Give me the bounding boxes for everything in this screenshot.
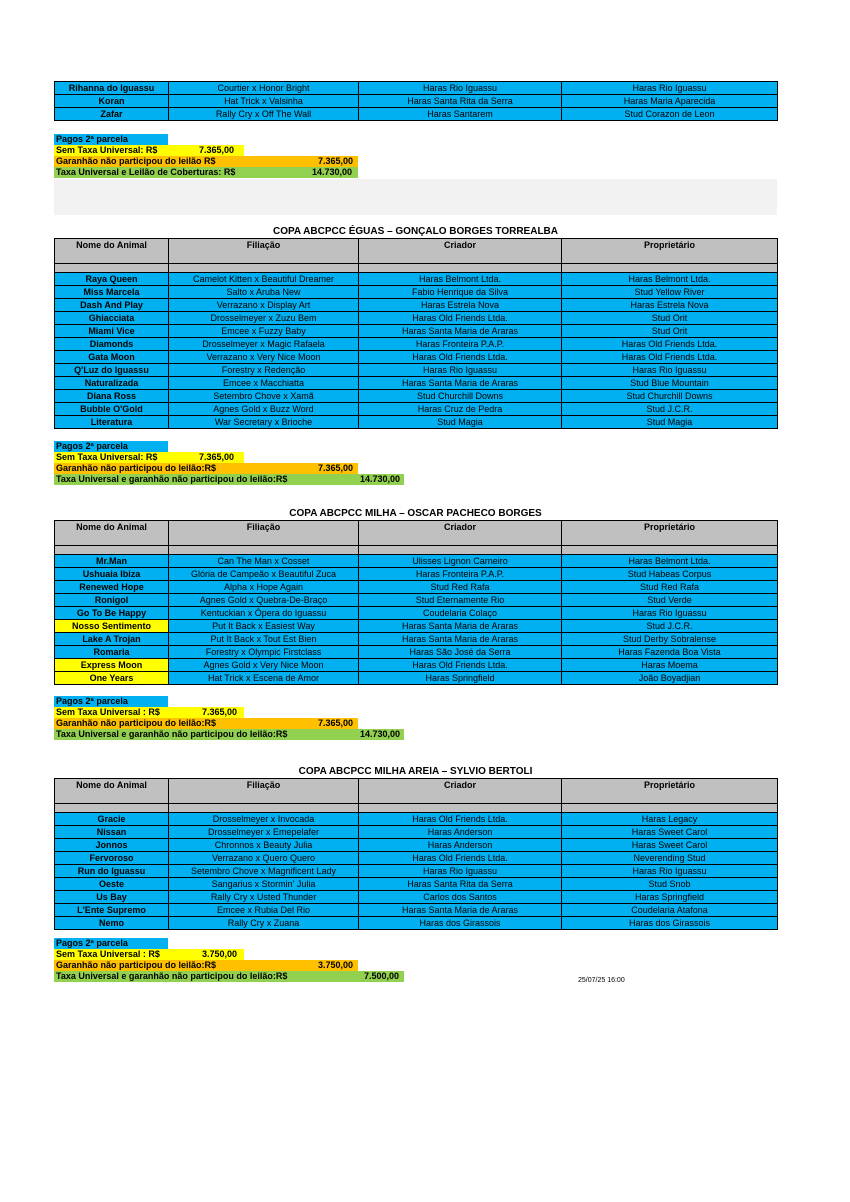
summary-gar-label: Garanhão não participou do leilão R$ <box>56 156 216 166</box>
cell-animal-name: Gata Moon <box>55 351 169 364</box>
cell-proprietario: Haras dos Girassois <box>562 917 778 930</box>
top-table <box>54 81 778 121</box>
cell-criador: Haras Santa Rita da Serra <box>359 95 562 108</box>
cell-criador: Haras Fronteira P.A.P. <box>359 338 562 351</box>
table-row <box>55 403 778 416</box>
table-spacer-row <box>55 546 778 555</box>
cell-criador: Stud Red Rafa <box>359 581 562 594</box>
summary-sem-value: 7.365,00 <box>202 707 238 717</box>
cell-filiacao: Verrazano x Very Nice Moon <box>169 351 359 364</box>
cell-criador: Haras Springfield <box>359 672 562 685</box>
section-table-block <box>54 520 777 685</box>
summary-sem-label: Sem Taxa Universal: R$ <box>56 452 158 462</box>
cell-criador: Carlos dos Santos <box>359 891 562 904</box>
cell-proprietario: Stud Blue Mountain <box>562 377 778 390</box>
summary-tot-row <box>54 167 358 178</box>
table-header-row <box>55 521 778 546</box>
cell-filiacao: Courtier x Honor Bright <box>169 82 359 95</box>
spacer-cell <box>169 264 359 273</box>
cell-filiacao: Glória de Campeão x Beautiful Zuca <box>169 568 359 581</box>
summary-tot-value: 14.730,00 <box>312 167 353 177</box>
section-title: COPA ABCPCC MILHA – OSCAR PACHECO BORGES <box>289 508 542 519</box>
table-row <box>55 659 778 672</box>
cell-animal-name: Nissan <box>55 826 169 839</box>
cell-proprietario: Haras Maria Aparecida <box>562 95 778 108</box>
summary-gar-row <box>54 156 358 167</box>
cell-filiacao: Alpha x Hope Again <box>169 581 359 594</box>
cell-animal-name: Run do Iguassu <box>55 865 169 878</box>
cell-proprietario: Haras Springfield <box>562 891 778 904</box>
cell-filiacao: Emcee x Rubia Del Rio <box>169 904 359 917</box>
summary-sem-row <box>54 145 244 156</box>
header-criador: Criador <box>359 521 562 546</box>
table-row <box>55 672 778 685</box>
summary-tot-row <box>54 729 404 740</box>
table-row <box>55 325 778 338</box>
summary-gar-row <box>54 463 358 474</box>
cell-proprietario: Haras Moema <box>562 659 778 672</box>
cell-proprietario: Haras Legacy <box>562 813 778 826</box>
cell-criador: Haras Old Friends Ltda. <box>359 312 562 325</box>
summary-sem-value: 3.750,00 <box>202 949 238 959</box>
spacer-cell <box>55 804 169 813</box>
summary-tot-label: Taxa Universal e garanhão não participou do leilão:R$ <box>56 971 288 981</box>
cell-proprietario: Haras Sweet Carol <box>562 826 778 839</box>
cell-animal-name: Jonnos <box>55 839 169 852</box>
section-table-block <box>54 778 777 930</box>
cell-filiacao: Drosselmeyer x Invocada <box>169 813 359 826</box>
table-row <box>55 633 778 646</box>
header-proprietario: Proprietário <box>562 239 778 264</box>
cell-filiacao: Verrazano x Quero Quero <box>169 852 359 865</box>
cell-proprietario: Stud Snob <box>562 878 778 891</box>
cell-animal-name: Koran <box>55 95 169 108</box>
table-row <box>55 607 778 620</box>
section-table-block <box>54 238 777 429</box>
cell-proprietario: Haras Belmont Ltda. <box>562 273 778 286</box>
cell-proprietario: Stud Corazon de Leon <box>562 108 778 121</box>
table-row <box>55 286 778 299</box>
cell-filiacao: Sangarius x Stormin' Julia <box>169 878 359 891</box>
cell-proprietario: Stud Orit <box>562 312 778 325</box>
cell-proprietario: Coudelaria Atafona <box>562 904 778 917</box>
table-row <box>55 364 778 377</box>
cell-criador: Haras Santa Rita da Serra <box>359 878 562 891</box>
cell-animal-name: Lake A Trojan <box>55 633 169 646</box>
header-filiacao: Filiação <box>169 521 359 546</box>
section-table <box>54 778 778 930</box>
summary-gar-value: 7.365,00 <box>318 463 354 473</box>
cell-animal-name: Ghiacciata <box>55 312 169 325</box>
table-row <box>55 594 778 607</box>
cell-proprietario: Haras Old Friends Ltda. <box>562 338 778 351</box>
table-row <box>55 312 778 325</box>
cell-animal-name: Raya Queen <box>55 273 169 286</box>
cell-filiacao: Rally Cry x Zuana <box>169 917 359 930</box>
spacer-cell <box>562 264 778 273</box>
cell-criador: Haras Fronteira P.A.P. <box>359 568 562 581</box>
cell-proprietario: Haras Estrela Nova <box>562 299 778 312</box>
spacer-cell <box>562 804 778 813</box>
summary-sem-label: Sem Taxa Universal : R$ <box>56 707 160 717</box>
cell-animal-name: One Years <box>55 672 169 685</box>
cell-criador: Haras Estrela Nova <box>359 299 562 312</box>
summary-gar-value: 7.365,00 <box>318 156 354 166</box>
spacer-cell <box>359 546 562 555</box>
top-table-block <box>54 81 777 121</box>
section-title: COPA ABCPCC MILHA AREIA – SYLVIO BERTOLI <box>298 766 533 777</box>
cell-criador: Coudelaria Colaço <box>359 607 562 620</box>
summary-tot-value: 14.730,00 <box>360 474 401 484</box>
cell-criador: Haras Santa Maria de Araras <box>359 633 562 646</box>
section-summary <box>54 441 404 485</box>
header-criador: Criador <box>359 239 562 264</box>
cell-criador: Haras Santa Maria de Araras <box>359 620 562 633</box>
table-row <box>55 95 778 108</box>
table-row <box>55 852 778 865</box>
cell-proprietario: Stud Red Rafa <box>562 581 778 594</box>
table-row <box>55 891 778 904</box>
cell-proprietario: Haras Rio Iguassu <box>562 607 778 620</box>
cell-proprietario: Haras Sweet Carol <box>562 839 778 852</box>
cell-proprietario: Haras Rio Iguassu <box>562 865 778 878</box>
spacer-cell <box>169 546 359 555</box>
summary-sem-label: Sem Taxa Universal: R$ <box>56 145 158 155</box>
cell-criador: Haras Rio Iguassu <box>359 865 562 878</box>
spacer-cell <box>359 264 562 273</box>
table-row <box>55 904 778 917</box>
cell-filiacao: Can The Man x Cosset <box>169 555 359 568</box>
cell-criador: Haras Belmont Ltda. <box>359 273 562 286</box>
cell-criador: Haras Old Friends Ltda. <box>359 351 562 364</box>
cell-animal-name: Q'Luz do Iguassu <box>55 364 169 377</box>
cell-criador: Stud Churchill Downs <box>359 390 562 403</box>
cell-animal-name: Express Moon <box>55 659 169 672</box>
table-row <box>55 390 778 403</box>
summary-pagos: Pagos 2ª parcela <box>54 696 168 707</box>
summary-tot-row <box>54 971 404 982</box>
cell-animal-name: Us Bay <box>55 891 169 904</box>
header-filiacao: Filiação <box>169 239 359 264</box>
spacer-cell <box>55 546 169 555</box>
summary-gar-row <box>54 718 358 729</box>
section-summary <box>54 938 404 982</box>
cell-animal-name: Oeste <box>55 878 169 891</box>
cell-animal-name: Dash And Play <box>55 299 169 312</box>
summary-gar-label: Garanhão não participou do leilão:R$ <box>56 463 217 473</box>
cell-filiacao: Drosselmeyer x Magic Rafaela <box>169 338 359 351</box>
table-row <box>55 826 778 839</box>
cell-criador: Haras Santa Maria de Araras <box>359 377 562 390</box>
header-animal-name: Nome do Animal <box>55 521 169 546</box>
header-animal-name: Nome do Animal <box>55 779 169 804</box>
cell-animal-name: Nemo <box>55 917 169 930</box>
summary-sem-row <box>54 949 244 960</box>
summary-top <box>54 134 358 178</box>
summary-tot-label: Taxa Universal e garanhão não participou do leilão:R$ <box>56 729 288 739</box>
cell-criador: Haras Old Friends Ltda. <box>359 852 562 865</box>
cell-criador: Stud Eternamente Rio <box>359 594 562 607</box>
cell-proprietario: Neverending Stud <box>562 852 778 865</box>
cell-animal-name: Miami Vice <box>55 325 169 338</box>
cell-criador: Haras Cruz de Pedra <box>359 403 562 416</box>
cell-animal-name: Rihanna do Iguassu <box>55 82 169 95</box>
cell-filiacao: Hat Trick x Escena de Amor <box>169 672 359 685</box>
cell-criador: Haras Rio Iguassu <box>359 364 562 377</box>
summary-sem-value: 7.365,00 <box>199 145 235 155</box>
cell-animal-name: Zafar <box>55 108 169 121</box>
section-title: COPA ABCPCC ÉGUAS – GONÇALO BORGES TORREALBA <box>272 226 559 237</box>
summary-gar-row <box>54 960 358 971</box>
cell-filiacao: Setembro Chove x Xamã <box>169 390 359 403</box>
summary-sem-row <box>54 707 244 718</box>
cell-filiacao: Chronnos x Beauty Julia <box>169 839 359 852</box>
cell-animal-name: Bubble O'Gold <box>55 403 169 416</box>
spacer-cell <box>562 546 778 555</box>
cell-filiacao: Forestry x Redenção <box>169 364 359 377</box>
table-row <box>55 299 778 312</box>
cell-animal-name: Gracie <box>55 813 169 826</box>
cell-proprietario: Haras Belmont Ltda. <box>562 555 778 568</box>
cell-filiacao: Agnes Gold x Very Nice Moon <box>169 659 359 672</box>
table-row <box>55 646 778 659</box>
header-proprietario: Proprietário <box>562 521 778 546</box>
top-table-body <box>55 82 778 121</box>
spacer-cell <box>169 804 359 813</box>
header-criador: Criador <box>359 779 562 804</box>
cell-animal-name: Diamonds <box>55 338 169 351</box>
cell-animal-name: Ronigol <box>55 594 169 607</box>
cell-filiacao: Rally Cry x Usted Thunder <box>169 891 359 904</box>
spacer-cell <box>55 264 169 273</box>
cell-animal-name: Miss Marcela <box>55 286 169 299</box>
cell-filiacao: Setembro Chove x Magnificent Lady <box>169 865 359 878</box>
cell-criador: Haras Rio Iguassu <box>359 82 562 95</box>
cell-filiacao: Emcee x Macchiatta <box>169 377 359 390</box>
cell-animal-name: Literatura <box>55 416 169 429</box>
table-row <box>55 620 778 633</box>
table-row <box>55 865 778 878</box>
table-header-row <box>55 779 778 804</box>
cell-filiacao: Forestry x Olympic Firstclass <box>169 646 359 659</box>
cell-filiacao: Put It Back x Easiest Way <box>169 620 359 633</box>
summary-gar-label: Garanhão não participou do leilão:R$ <box>56 718 217 728</box>
summary-gar-label: Garanhão não participou do leilão:R$ <box>56 960 217 970</box>
cell-criador: Stud Magia <box>359 416 562 429</box>
header-animal-name: Nome do Animal <box>55 239 169 264</box>
table-row <box>55 377 778 390</box>
summary-gar-value: 3.750,00 <box>318 960 354 970</box>
table-row <box>55 108 778 121</box>
table-row <box>55 416 778 429</box>
table-row <box>55 581 778 594</box>
gray-band <box>54 179 777 215</box>
cell-animal-name: Nosso Sentimento <box>55 620 169 633</box>
cell-animal-name: Fervoroso <box>55 852 169 865</box>
cell-animal-name: Renewed Hope <box>55 581 169 594</box>
table-row <box>55 351 778 364</box>
cell-criador: Haras Anderson <box>359 826 562 839</box>
cell-criador: Haras Santa Maria de Araras <box>359 904 562 917</box>
table-spacer-row <box>55 804 778 813</box>
cell-criador: Haras Old Friends Ltda. <box>359 659 562 672</box>
cell-filiacao: Drosselmeyer x Emepelafer <box>169 826 359 839</box>
table-row <box>55 568 778 581</box>
cell-criador: Ulisses Lignon Carneiro <box>359 555 562 568</box>
summary-pagos: Pagos 2ª parcela <box>54 938 168 949</box>
summary-tot-label: Taxa Universal e Leilão de Coberturas: R$ <box>56 167 236 177</box>
cell-filiacao: Kentuckian x Ópera do Iguassu <box>169 607 359 620</box>
cell-criador: Haras Anderson <box>359 839 562 852</box>
cell-filiacao: Drosselmeyer x Zuzu Bem <box>169 312 359 325</box>
cell-filiacao: Salto x Aruba New <box>169 286 359 299</box>
table-row <box>55 917 778 930</box>
summary-sem-row <box>54 452 244 463</box>
header-filiacao: Filiação <box>169 779 359 804</box>
cell-proprietario: Stud Churchill Downs <box>562 390 778 403</box>
table-header-row <box>55 239 778 264</box>
cell-proprietario: Haras Fazenda Boa Vista <box>562 646 778 659</box>
cell-proprietario: Stud Verde <box>562 594 778 607</box>
cell-proprietario: Stud J.C.R. <box>562 620 778 633</box>
summary-tot-value: 14.730,00 <box>360 729 401 739</box>
cell-filiacao: Verrazano x Display Art <box>169 299 359 312</box>
section-summary <box>54 696 404 740</box>
cell-animal-name: Romaria <box>55 646 169 659</box>
cell-proprietario: João Boyadjian <box>562 672 778 685</box>
cell-animal-name: Naturalizada <box>55 377 169 390</box>
cell-criador: Haras São José da Serra <box>359 646 562 659</box>
spacer-cell <box>359 804 562 813</box>
cell-criador: Haras Santarem <box>359 108 562 121</box>
table-row <box>55 82 778 95</box>
table-row <box>55 273 778 286</box>
cell-filiacao: Agnes Gold x Buzz Word <box>169 403 359 416</box>
cell-proprietario: Stud Yellow River <box>562 286 778 299</box>
cell-filiacao: War Secretary x Brioche <box>169 416 359 429</box>
cell-filiacao: Rally Cry x Off The Wall <box>169 108 359 121</box>
table-row <box>55 878 778 891</box>
cell-criador: Haras Old Friends Ltda. <box>359 813 562 826</box>
cell-proprietario: Stud Habeas Corpus <box>562 568 778 581</box>
cell-criador: Haras dos Girassois <box>359 917 562 930</box>
cell-animal-name: Diana Ross <box>55 390 169 403</box>
summary-sem-label: Sem Taxa Universal : R$ <box>56 949 160 959</box>
summary-tot-value: 7.500,00 <box>364 971 400 981</box>
cell-proprietario: Haras Old Friends Ltda. <box>562 351 778 364</box>
summary-pagos: Pagos 2ª parcela <box>54 441 168 452</box>
section-table <box>54 238 778 429</box>
cell-proprietario: Stud Orit <box>562 325 778 338</box>
summary-tot-label: Taxa Universal e garanhão não participou do leilão:R$ <box>56 474 288 484</box>
summary-sem-value: 7.365,00 <box>199 452 235 462</box>
table-row <box>55 839 778 852</box>
table-row <box>55 555 778 568</box>
cell-proprietario: Haras Rio Iguassu <box>562 364 778 377</box>
table-row <box>55 813 778 826</box>
section-table <box>54 520 778 685</box>
cell-proprietario: Haras Rio Iguassu <box>562 82 778 95</box>
cell-proprietario: Stud Magia <box>562 416 778 429</box>
cell-criador: Haras Santa Maria de Araras <box>359 325 562 338</box>
timestamp: 25/07/25 16:00 <box>578 977 625 984</box>
cell-filiacao: Emcee x Fuzzy Baby <box>169 325 359 338</box>
cell-filiacao: Put It Back x Tout Est Bien <box>169 633 359 646</box>
cell-animal-name: Go To Be Happy <box>55 607 169 620</box>
cell-filiacao: Camelot Kitten x Beautiful Dreamer <box>169 273 359 286</box>
cell-animal-name: L'Ente Supremo <box>55 904 169 917</box>
summary-pagos: Pagos 2ª parcela <box>54 134 168 145</box>
summary-gar-value: 7.365,00 <box>318 718 354 728</box>
cell-filiacao: Hat Trick x Valsinha <box>169 95 359 108</box>
header-proprietario: Proprietário <box>562 779 778 804</box>
cell-criador: Fabio Henrique da Silva <box>359 286 562 299</box>
cell-proprietario: Stud Derby Sobralense <box>562 633 778 646</box>
table-row <box>55 338 778 351</box>
cell-proprietario: Stud J.C.R. <box>562 403 778 416</box>
summary-tot-row <box>54 474 404 485</box>
cell-animal-name: Ushuaia Ibiza <box>55 568 169 581</box>
cell-filiacao: Agnes Gold x Quebra-De-Braço <box>169 594 359 607</box>
table-spacer-row <box>55 264 778 273</box>
cell-animal-name: Mr.Man <box>55 555 169 568</box>
